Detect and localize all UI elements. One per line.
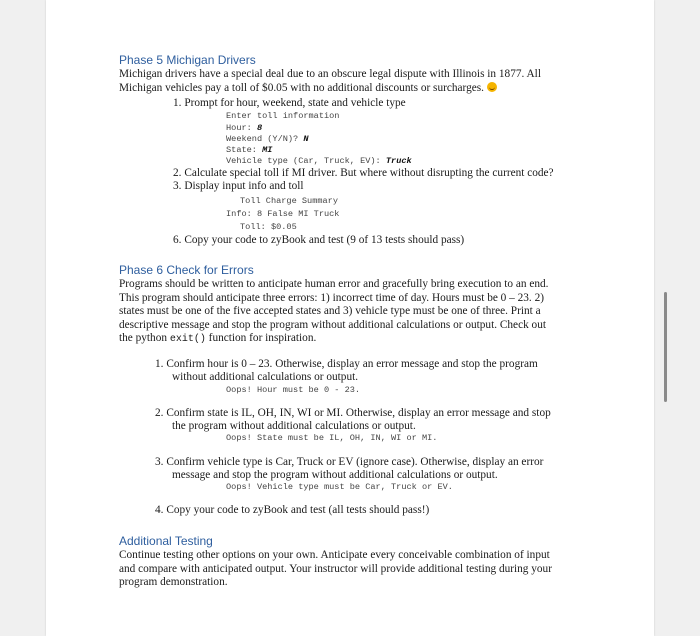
error-message-code: Oops! State must be IL, OH, IN, WI or MI. [226, 433, 438, 443]
error-message-code: Oops! Hour must be 0 - 23. [226, 385, 361, 395]
phase5-step-6: 6. Copy your code to zyBook and test (9 of 13 tests should pass) [173, 234, 465, 246]
additional-heading: Additional Testing [119, 534, 213, 548]
phase5-step-1: 1. Prompt for hour, weekend, state and vehicle type [173, 97, 406, 109]
additional-paragraph: Continue testing other options on your own. Anticipate every conceivable combination of input and compare with anticipated output. Your instructor will provide additional testing during your program demonstration. [119, 549, 552, 589]
input-sample-hour: Hour: 8 [226, 123, 263, 133]
error-message-code: Oops! Vehicle type must be Car, Truck or EV. [226, 482, 453, 492]
phase6-paragraph: Programs should be written to anticipate human error and gracefully bring execution to an end. This program should anticipate three errors: 1) incorrect time of day. Hours must be 0 – 23. 2) states must be one of the five accepted states and 3) vehicle type must be one of three. Print a descriptive message and stop the program without additional calculations or output. Check out the python exit() function for inspiration. [119, 278, 549, 346]
phase6-step-2: 2. Confirm state is IL, OH, IN, WI or MI. Otherwise, display an error message and stop the program without additional calculations or output. [155, 407, 551, 432]
smiley-icon [487, 82, 497, 92]
phase6-step-4: 4. Copy your code to zyBook and test (all tests should pass!) [155, 504, 430, 516]
phase6-heading: Phase 6 Check for Errors [119, 263, 254, 277]
output-sample-line: Toll Charge Summary [240, 196, 338, 206]
phase5-step-3: 3. Display input info and toll [173, 180, 304, 192]
input-sample-state: State: MI [226, 145, 273, 155]
input-sample-weekend: Weekend (Y/N)? N [226, 134, 309, 144]
phase5-paragraph [119, 68, 589, 95]
output-sample-line: Info: 8 False MI Truck [226, 209, 340, 219]
scrollbar[interactable] [664, 292, 667, 402]
phase6-step-3: 3. Confirm vehicle type is Car, Truck or EV (ignore case). Otherwise, display an error message and stop the program without additional calculations or output. [155, 456, 544, 481]
phase6-step-1: 1. Confirm hour is 0 – 23. Otherwise, display an error message and stop the program without additional calculations or output. [155, 358, 538, 383]
paragraph-line: Michigan vehicles pay a toll of $0.05 with no additional discounts or surcharges. [119, 81, 484, 94]
paragraph-line: Michigan drivers have a special deal due to an obscure legal dispute with Illinois in 1877. All [119, 68, 541, 80]
input-sample-vehicle: Vehicle type (Car, Truck, EV): Truck [226, 156, 412, 166]
input-sample-line: Enter toll information [226, 111, 340, 121]
phase5-step-2: 2. Calculate special toll if MI driver. But where without disrupting the current code? [173, 167, 554, 179]
phase5-heading: Phase 5 Michigan Drivers [119, 53, 256, 67]
output-sample-line: Toll: $0.05 [240, 222, 297, 232]
inline-code: exit() [169, 334, 206, 346]
